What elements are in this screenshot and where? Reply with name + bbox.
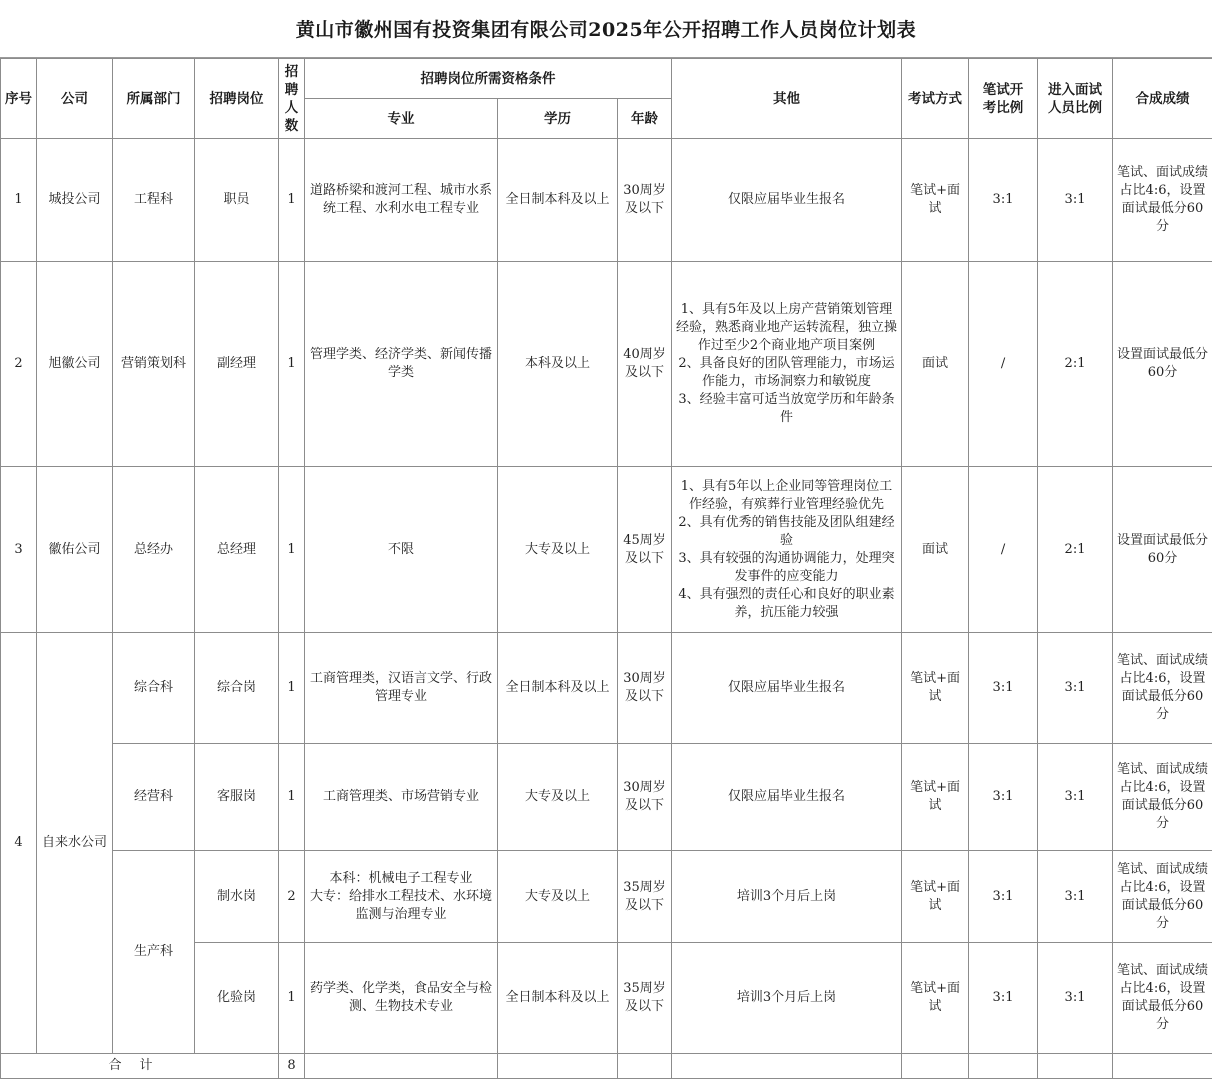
- total-empty: [902, 1054, 969, 1079]
- cell-count: 1: [279, 139, 305, 262]
- cell-company: 旭徽公司: [37, 262, 113, 467]
- cell-position: 综合岗: [195, 633, 279, 744]
- cell-major: 本科：机械电子工程专业 大专：给排水工程技术、水环境监测与治理专业: [305, 851, 498, 943]
- cell-exam: 笔试+面试: [902, 633, 969, 744]
- table-row: [1, 467, 1212, 633]
- cell-composite: 笔试、面试成绩占比4:6，设置面试最低分60分: [1113, 633, 1212, 744]
- cell-seq: 3: [1, 467, 37, 633]
- cell-dept: 营销策划科: [113, 262, 195, 467]
- total-count: 8: [279, 1054, 305, 1079]
- cell-position: 总经理: [195, 467, 279, 633]
- header-count: 招聘人数: [279, 59, 305, 139]
- cell-written-ratio: 3:1: [969, 851, 1038, 943]
- table-row: [1, 262, 1212, 467]
- cell-exam: 笔试+面试: [902, 744, 969, 851]
- cell-major: 工商管理类，汉语言文学、行政管理专业: [305, 633, 498, 744]
- cell-dept: 生产科: [113, 851, 195, 1054]
- table-row: [1, 633, 1212, 744]
- cell-other: 培训3个月后上岗: [672, 943, 902, 1054]
- header-company: 公司: [37, 59, 113, 139]
- cell-age: 30周岁及以下: [618, 744, 672, 851]
- cell-interview-ratio: 2:1: [1038, 467, 1113, 633]
- cell-count: 1: [279, 262, 305, 467]
- recruitment-table: [0, 58, 1212, 1079]
- cell-interview-ratio: 3:1: [1038, 139, 1113, 262]
- total-empty: [305, 1054, 498, 1079]
- cell-position: 化验岗: [195, 943, 279, 1054]
- header-position: 招聘岗位: [195, 59, 279, 139]
- header-composite: 合成成绩: [1113, 59, 1212, 139]
- cell-other: 1、具有5年及以上房产营销策划管理经验，熟悉商业地产运转流程，独立操作过至少2个商业地产项目案例 2、具备良好的团队管理能力，市场运作能力，市场洞察力和敏锐度 3、经验丰富可适当放宽学历和年龄条件: [672, 262, 902, 467]
- cell-interview-ratio: 2:1: [1038, 262, 1113, 467]
- header-qualification: 招聘岗位所需资格条件: [305, 59, 672, 99]
- cell-education: 全日制本科及以上: [498, 943, 618, 1054]
- cell-age: 35周岁及以下: [618, 943, 672, 1054]
- table-row: [1, 851, 1212, 943]
- header-seq: 序号: [1, 59, 37, 139]
- cell-company: 城投公司: [37, 139, 113, 262]
- cell-position: 副经理: [195, 262, 279, 467]
- header-row-1: [1, 59, 1212, 99]
- cell-education: 大专及以上: [498, 467, 618, 633]
- cell-count: 1: [279, 633, 305, 744]
- cell-company: 自来水公司: [37, 633, 113, 1054]
- cell-written-ratio: 3:1: [969, 744, 1038, 851]
- cell-composite: 笔试、面试成绩占比4:6，设置面试最低分60分: [1113, 744, 1212, 851]
- cell-exam: 面试: [902, 467, 969, 633]
- cell-count: 1: [279, 744, 305, 851]
- header-education: 学历: [498, 99, 618, 139]
- cell-dept: 工程科: [113, 139, 195, 262]
- cell-education: 大专及以上: [498, 851, 618, 943]
- cell-written-ratio: 3:1: [969, 633, 1038, 744]
- total-row: [1, 1054, 1212, 1079]
- cell-written-ratio: /: [969, 262, 1038, 467]
- cell-exam: 笔试+面试: [902, 851, 969, 943]
- cell-position: 职员: [195, 139, 279, 262]
- cell-position: 客服岗: [195, 744, 279, 851]
- cell-dept: 综合科: [113, 633, 195, 744]
- cell-count: 1: [279, 467, 305, 633]
- cell-other: 1、具有5年以上企业同等管理岗位工作经验，有殡葬行业管理经验优先 2、具有优秀的销售技能及团队组建经验 3、具有较强的沟通协调能力，处理突发事件的应变能力 4、具有强烈的责任心和良好的职业素养，抗压能力较强: [672, 467, 902, 633]
- cell-education: 全日制本科及以上: [498, 139, 618, 262]
- header-major: 专业: [305, 99, 498, 139]
- cell-composite: 笔试、面试成绩占比4:6，设置面试最低分60分: [1113, 943, 1212, 1054]
- total-empty: [618, 1054, 672, 1079]
- cell-written-ratio: /: [969, 467, 1038, 633]
- table-row: [1, 139, 1212, 262]
- cell-count: 2: [279, 851, 305, 943]
- cell-exam: 面试: [902, 262, 969, 467]
- header-interview-ratio: 进入面试人员比例: [1038, 59, 1113, 139]
- cell-interview-ratio: 3:1: [1038, 633, 1113, 744]
- cell-major: 不限: [305, 467, 498, 633]
- cell-other: 仅限应届毕业生报名: [672, 744, 902, 851]
- cell-age: 30周岁及以下: [618, 139, 672, 262]
- cell-other: 仅限应届毕业生报名: [672, 139, 902, 262]
- cell-education: 全日制本科及以上: [498, 633, 618, 744]
- cell-interview-ratio: 3:1: [1038, 943, 1113, 1054]
- cell-composite: 设置面试最低分60分: [1113, 467, 1212, 633]
- cell-major: 道路桥梁和渡河工程、城市水系统工程、水利水电工程专业: [305, 139, 498, 262]
- cell-education: 大专及以上: [498, 744, 618, 851]
- table-row: [1, 744, 1212, 851]
- cell-dept: 经营科: [113, 744, 195, 851]
- cell-age: 30周岁及以下: [618, 633, 672, 744]
- cell-composite: 设置面试最低分60分: [1113, 262, 1212, 467]
- cell-exam: 笔试+面试: [902, 943, 969, 1054]
- cell-company: 徽佑公司: [37, 467, 113, 633]
- cell-age: 45周岁及以下: [618, 467, 672, 633]
- cell-major: 管理学类、经济学类、新闻传播学类: [305, 262, 498, 467]
- cell-dept: 总经办: [113, 467, 195, 633]
- header-exam-method: 考试方式: [902, 59, 969, 139]
- total-empty: [1038, 1054, 1113, 1079]
- cell-count: 1: [279, 943, 305, 1054]
- cell-age: 35周岁及以下: [618, 851, 672, 943]
- cell-education: 本科及以上: [498, 262, 618, 467]
- cell-seq: 4: [1, 633, 37, 1054]
- header-other: 其他: [672, 59, 902, 139]
- header-dept: 所属部门: [113, 59, 195, 139]
- header-written-ratio: 笔试开考比例: [969, 59, 1038, 139]
- cell-exam: 笔试+面试: [902, 139, 969, 262]
- cell-seq: 1: [1, 139, 37, 262]
- cell-position: 制水岗: [195, 851, 279, 943]
- total-empty: [969, 1054, 1038, 1079]
- cell-major: 药学类、化学类，食品安全与检测、生物技术专业: [305, 943, 498, 1054]
- cell-age: 40周岁及以下: [618, 262, 672, 467]
- cell-interview-ratio: 3:1: [1038, 851, 1113, 943]
- total-label: [1, 1054, 279, 1079]
- total-empty: [1113, 1054, 1212, 1079]
- total-empty: [498, 1054, 618, 1079]
- cell-composite: 笔试、面试成绩占比4:6，设置面试最低分60分: [1113, 139, 1212, 262]
- cell-composite: 笔试、面试成绩占比4:6，设置面试最低分60分: [1113, 851, 1212, 943]
- page-title: 黄山市徽州国有投资集团有限公司2025年公开招聘工作人员岗位计划表: [0, 0, 1212, 58]
- total-label-text: 合计: [108, 1058, 171, 1073]
- cell-other: 培训3个月后上岗: [672, 851, 902, 943]
- cell-written-ratio: 3:1: [969, 943, 1038, 1054]
- cell-seq: 2: [1, 262, 37, 467]
- total-empty: [672, 1054, 902, 1079]
- cell-written-ratio: 3:1: [969, 139, 1038, 262]
- header-age: 年龄: [618, 99, 672, 139]
- cell-other: 仅限应届毕业生报名: [672, 633, 902, 744]
- cell-major: 工商管理类、市场营销专业: [305, 744, 498, 851]
- cell-interview-ratio: 3:1: [1038, 744, 1113, 851]
